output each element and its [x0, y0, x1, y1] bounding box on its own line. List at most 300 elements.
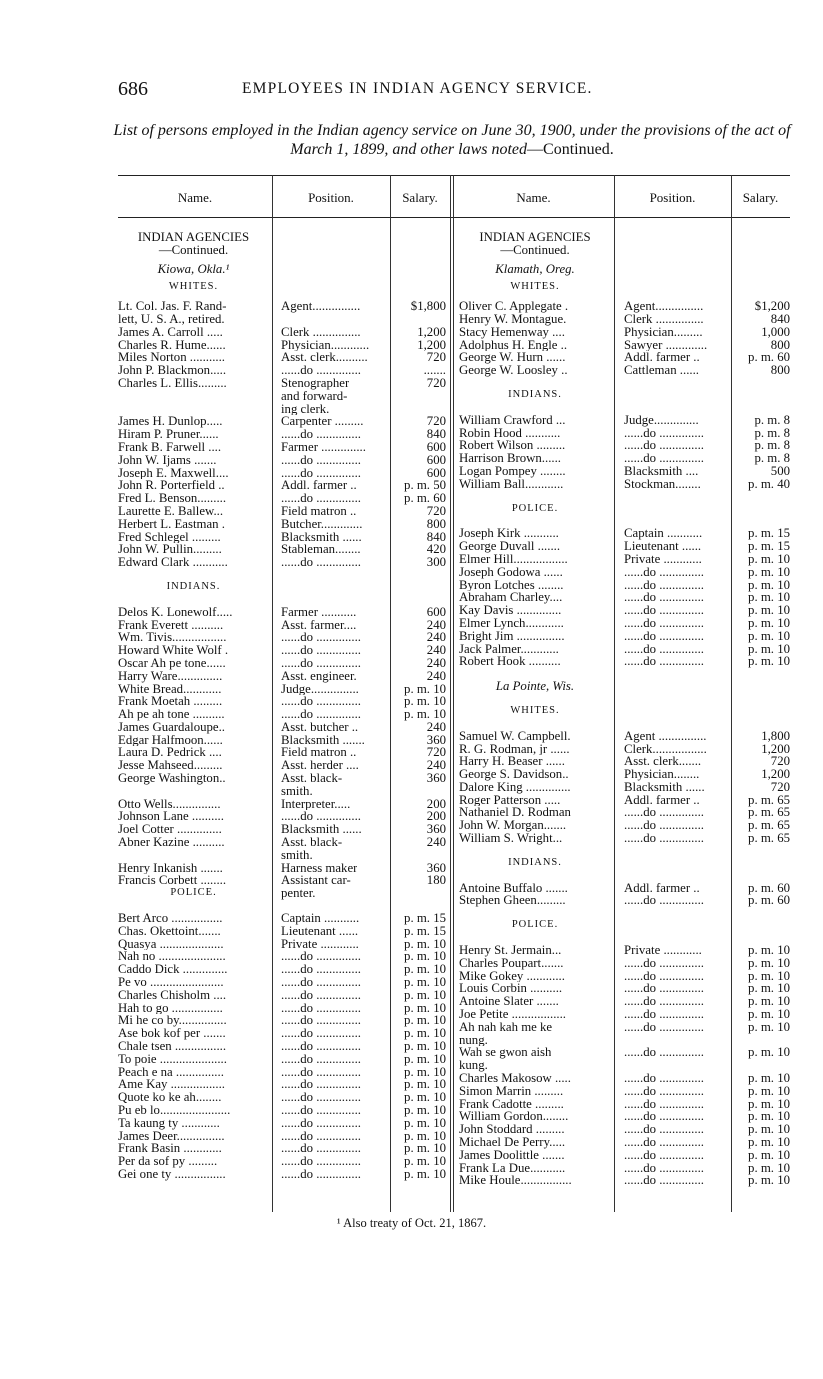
name-cell: Charles Poupart.......	[459, 956, 564, 970]
salary-cell: p. m. 10	[748, 603, 790, 618]
position-cell: Physician............	[281, 338, 370, 352]
table-row	[118, 1066, 448, 1079]
caption-continued: —Continued.	[527, 141, 614, 158]
heading-text: POLICE.	[170, 887, 217, 899]
table-row	[459, 326, 790, 339]
position-cell: Asst. black-	[281, 772, 343, 785]
position-cell: ......do ..............	[281, 364, 361, 377]
name-cell: Frank Cadotte .........	[459, 1097, 564, 1111]
table-row	[118, 1091, 448, 1104]
name-cell: Robert Wilson .........	[459, 439, 566, 453]
table-row	[118, 492, 448, 505]
position-cell: Asst. herder ....	[281, 759, 359, 773]
position-cell: ......do ..............	[624, 995, 704, 1009]
salary-cell: p. m. 10	[404, 681, 446, 696]
position-cell: Butcher.............	[281, 517, 363, 531]
salary-cell: 720	[770, 779, 790, 794]
name-cell: R. G. Rodman, jr ......	[459, 742, 570, 756]
position-cell: Captain ...........	[281, 912, 360, 925]
salary-cell: 240	[426, 758, 446, 773]
heading-text: WHITES.	[510, 281, 560, 293]
table-row	[459, 1059, 790, 1072]
salary-cell: p. m. 10	[404, 1000, 446, 1015]
table-row	[459, 427, 790, 440]
table-row	[118, 339, 448, 352]
heading-text: Kiowa, Okla.¹	[157, 261, 230, 276]
salary-cell: 800	[770, 363, 790, 378]
salary-cell: p. m. 10	[748, 628, 790, 643]
position-cell: ......do ..............	[624, 1008, 704, 1021]
position-cell: Private ............	[281, 937, 359, 951]
table-row	[118, 518, 448, 531]
spacer	[459, 515, 790, 527]
name-cell: Jesse Mahseed.........	[118, 759, 223, 773]
position-cell: Lieutenant ......	[624, 540, 702, 553]
footnote: ¹ Also treaty of Oct. 21, 1867.	[336, 1216, 487, 1230]
heading-text: POLICE.	[511, 919, 559, 931]
name-cell: Joel Cotter ..............	[118, 823, 222, 837]
salary-cell: p. m. 10	[748, 943, 790, 958]
position-cell: ......do ..............	[624, 806, 704, 820]
table-row	[118, 1027, 448, 1040]
position-cell: ......do ..............	[624, 832, 704, 845]
position-cell: Clerk ...............	[281, 325, 361, 339]
salary-cell: 1,200	[417, 324, 446, 339]
table-row	[459, 364, 790, 377]
spacer	[118, 569, 448, 581]
table-row	[118, 556, 448, 569]
salary-cell: p. m. 10	[404, 1166, 446, 1181]
position-cell: ......do ..............	[281, 1014, 361, 1028]
name-cell: Wm. Tivis.................	[118, 631, 227, 645]
name-cell: Abraham Charley....	[459, 591, 563, 605]
name-cell: Edward Clark ...........	[118, 556, 228, 569]
position-cell: Carpenter .........	[281, 415, 364, 429]
position-cell: Sawyer .............	[624, 338, 708, 352]
position-cell: ......do ..............	[281, 1065, 361, 1079]
table-row	[118, 976, 448, 989]
name-cell: lett, U. S. A., retired.	[118, 312, 225, 326]
page-number: 686	[118, 78, 148, 100]
position-cell: Addl. farmer ..	[624, 351, 700, 365]
table-row	[118, 479, 448, 492]
name-cell: Ah pe ah tone ..........	[118, 708, 225, 721]
position-cell: ......do ..............	[624, 1148, 704, 1162]
name-cell: William Ball............	[459, 477, 564, 491]
table-row	[459, 882, 790, 895]
table-row	[459, 1110, 790, 1123]
salary-cell: p. m. 10	[748, 955, 790, 970]
position-cell: ......do ..............	[281, 631, 361, 645]
position-cell: Field matron ..	[281, 746, 357, 760]
name-cell: James A. Carroll .....	[118, 325, 223, 339]
table-row	[459, 894, 790, 907]
table-row	[459, 1123, 790, 1136]
salary-cell: p. m. 10	[748, 994, 790, 1009]
salary-cell: p. m. 10	[748, 1109, 790, 1124]
salary-cell: 600	[426, 452, 446, 467]
table-row	[459, 351, 790, 364]
salary-cell: p. m. 60	[748, 880, 790, 895]
salary-cell: 240	[426, 617, 446, 632]
salary-cell: 1,200	[761, 741, 790, 756]
salary-cell: p. m. 8	[754, 451, 790, 466]
group-heading	[118, 581, 448, 594]
position-cell: ......do ..............	[281, 556, 361, 569]
position-cell: ......do ..............	[281, 810, 361, 824]
salary-cell: p. m. 10	[748, 564, 790, 579]
name-cell: George S. Davidson..	[459, 768, 569, 781]
salary-cell: p. m. 10	[404, 1077, 446, 1092]
salary-cell: p. m. 10	[404, 1026, 446, 1041]
table-row	[118, 950, 448, 963]
salary-cell: $1,800	[410, 299, 446, 314]
name-cell: Fred L. Benson.........	[118, 492, 227, 505]
salary-cell: 600	[426, 465, 446, 480]
name-cell: Adolphus H. Engle ..	[459, 338, 568, 352]
salary-cell: 720	[426, 745, 446, 760]
left-table-body	[118, 231, 448, 1181]
table-row	[459, 970, 790, 983]
salary-cell: 1,800	[761, 728, 790, 743]
table-row	[118, 351, 448, 364]
group-heading	[459, 919, 790, 932]
table-row	[459, 982, 790, 995]
position-cell: Private ............	[624, 552, 702, 566]
position-cell: Asst. engineer.	[281, 669, 357, 683]
group-heading	[118, 887, 448, 900]
table-row	[118, 1104, 448, 1117]
name-cell: John Stoddard .........	[459, 1123, 565, 1137]
name-cell: Joseph E. Maxwell....	[118, 466, 229, 480]
name-cell: Chas. Okettoint.......	[118, 924, 221, 938]
salary-cell: p. m. 10	[748, 641, 790, 656]
name-cell: Bert Arco ................	[118, 912, 223, 925]
name-cell: Quote ko ke ah........	[118, 1091, 222, 1104]
position-cell: ......do ..............	[624, 956, 704, 970]
spacer	[459, 402, 790, 414]
name-cell: William Gordon........	[459, 1110, 569, 1124]
salary-cell: p. m. 10	[404, 1064, 446, 1079]
salary-cell: p. m. 15	[404, 923, 446, 938]
name-cell: Frank Moetah .........	[118, 695, 223, 709]
salary-cell: p. m. 15	[748, 526, 790, 541]
heading-text: INDIAN AGENCIES	[137, 230, 250, 244]
table-row	[118, 721, 448, 734]
salary-cell: p. m. 10	[748, 1071, 790, 1086]
table-row	[118, 467, 448, 480]
position-cell: Clerk.................	[624, 742, 707, 756]
name-cell: Robert Hook ..........	[459, 655, 561, 669]
position-cell: Addl. farmer ..	[624, 881, 700, 895]
table-row	[118, 925, 448, 938]
table-row	[118, 300, 448, 313]
salary-cell: $1,200	[754, 299, 790, 314]
name-cell: Elmer Hill.................	[459, 552, 568, 566]
table-row	[118, 377, 448, 390]
name-cell: Hiram P. Pruner......	[118, 428, 219, 441]
table-row	[459, 806, 790, 819]
position-cell: Stenographer	[281, 376, 350, 390]
name-cell: Peach e na ...............	[118, 1065, 224, 1079]
salary-cell: 720	[770, 754, 790, 769]
table-row	[459, 995, 790, 1008]
position-cell: ......do ..............	[624, 1161, 704, 1175]
name-cell: Mike Gokey ............	[459, 969, 565, 983]
salary-cell: p. m. 65	[748, 818, 790, 833]
name-cell: Frank Everett ..........	[118, 618, 224, 632]
salary-cell: 240	[426, 668, 446, 683]
agency-name	[459, 263, 790, 276]
table-row	[459, 1021, 790, 1034]
position-cell: ......do ..............	[624, 1136, 704, 1149]
salary-cell: p. m. 60	[748, 893, 790, 908]
position-cell: ......do ..............	[281, 1116, 361, 1130]
name-cell: Byron Lotches ........	[459, 578, 564, 592]
position-cell: Blacksmith ......	[281, 530, 362, 544]
table-row	[459, 465, 790, 478]
position-cell: ......do ..............	[281, 1155, 361, 1168]
heading-text: POLICE.	[511, 502, 559, 514]
table-row	[459, 439, 790, 452]
position-cell: ......do ..............	[624, 565, 704, 579]
position-cell: Clerk ...............	[624, 312, 704, 326]
table-row	[459, 591, 790, 604]
name-cell: Logan Pompey ........	[459, 464, 566, 478]
position-cell: ......do ..............	[624, 604, 704, 617]
position-cell: Addl. farmer ..	[281, 479, 357, 493]
header-position-right: Position.	[649, 190, 696, 205]
table-row	[118, 823, 448, 836]
position-cell: ......do ..............	[281, 1078, 361, 1092]
position-cell: Judge...............	[281, 682, 359, 696]
table-row	[459, 579, 790, 592]
table-row	[118, 454, 448, 467]
table-row	[459, 819, 790, 832]
name-cell: Mike Houle................	[459, 1174, 572, 1188]
salary-cell: 240	[426, 630, 446, 645]
table-row	[459, 957, 790, 970]
spacer	[459, 845, 790, 857]
table-row	[459, 313, 790, 326]
position-cell: ......do ..............	[624, 1174, 704, 1188]
name-cell: James Guardaloupe..	[118, 720, 225, 734]
table-row	[459, 630, 790, 643]
table-row	[118, 772, 448, 785]
salary-cell: 720	[426, 375, 446, 390]
position-cell: ......do ..............	[281, 708, 361, 721]
position-cell: ......do ..............	[281, 988, 361, 1002]
name-cell: Charles R. Hume......	[118, 338, 226, 352]
salary-cell: p. m. 10	[404, 1103, 446, 1117]
table-row	[118, 531, 448, 544]
position-cell: Judge..............	[624, 413, 699, 427]
salary-cell: p. m. 10	[404, 1154, 446, 1169]
position-cell: ......do ..............	[624, 591, 704, 605]
salary-cell: 420	[426, 542, 446, 557]
name-cell: Miles Norton ...........	[118, 351, 225, 365]
salary-cell: p. m. 10	[748, 590, 790, 605]
position-cell: Private ............	[624, 944, 702, 957]
position-cell: Asst. black-	[281, 836, 343, 849]
name-cell: Ta kaung ty ............	[118, 1116, 220, 1130]
salary-cell: p. m. 10	[404, 949, 446, 964]
salary-cell: p. m. 10	[748, 1096, 790, 1111]
salary-cell: 240	[426, 719, 446, 734]
salary-cell: p. m. 10	[748, 654, 790, 669]
name-cell: Gei one ty ................	[118, 1167, 226, 1181]
salary-cell: p. m. 10	[748, 1122, 790, 1137]
table-row	[459, 1174, 790, 1187]
table-row	[118, 313, 448, 326]
position-cell: ......do ..............	[624, 629, 704, 643]
salary-cell: p. m. 10	[748, 981, 790, 996]
table-row	[459, 743, 790, 756]
position-cell: ......do ..............	[624, 819, 704, 833]
name-cell: To poie .....................	[118, 1052, 227, 1066]
name-cell: James Doolittle .......	[459, 1148, 565, 1162]
position-cell: smith.	[281, 848, 313, 862]
name-cell: Frank B. Farwell ....	[118, 440, 222, 454]
table-row	[118, 364, 448, 377]
table-row	[459, 1046, 790, 1059]
position-cell: ing clerk.	[281, 402, 330, 416]
name-cell: Henry Inkanish .......	[118, 861, 223, 875]
name-cell: kung.	[459, 1059, 488, 1073]
name-cell: Jack Palmer............	[459, 642, 559, 656]
position-cell: ......do ..............	[281, 1104, 361, 1117]
name-cell: Ah nah kah me ke	[459, 1020, 553, 1034]
position-cell: Stockman........	[624, 477, 701, 491]
name-cell: Edgar Halfmoon......	[118, 733, 223, 747]
name-cell: Oscar Ah pe tone......	[118, 656, 226, 670]
salary-cell: p. m. 10	[404, 1051, 446, 1066]
name-cell: John R. Porterfield ..	[118, 479, 225, 493]
salary-cell: p. m. 50	[404, 478, 446, 493]
name-cell: John W. Pullin.........	[118, 543, 222, 557]
salary-cell: p. m. 60	[748, 350, 790, 365]
salary-cell: 840	[770, 311, 790, 326]
salary-cell: 1,200	[761, 767, 790, 782]
salary-cell: p. m. 40	[748, 476, 790, 491]
caption-text: List of persons employed in the Indian agency service on June 30, 1900, under the provisions of the act of March 1, 1899, and other laws noted	[113, 122, 791, 158]
table-row	[118, 505, 448, 518]
table-row	[118, 415, 448, 428]
table-row	[118, 1117, 448, 1130]
position-cell: ......do ..............	[624, 1072, 704, 1085]
header-salary-right: Salary.	[742, 190, 779, 205]
name-cell: Charles Makosow .....	[459, 1072, 571, 1085]
salary-cell: p. m. 10	[748, 1083, 790, 1098]
salary-cell: p. m. 10	[748, 1135, 790, 1150]
position-cell: ......do ..............	[624, 1084, 704, 1098]
group-heading	[459, 705, 790, 718]
table-row	[459, 300, 790, 313]
name-cell: William Crawford ...	[459, 413, 566, 427]
position-cell: penter.	[281, 886, 316, 901]
salary-cell: p. m. 10	[404, 707, 446, 722]
table-row	[118, 1002, 448, 1015]
salary-cell: p. m. 10	[748, 1007, 790, 1022]
salary-cell: 800	[770, 337, 790, 352]
section-heading	[459, 231, 790, 244]
salary-cell: 180	[426, 873, 446, 888]
name-cell: Chale tsen ................	[118, 1040, 227, 1053]
table-row	[118, 1155, 448, 1168]
salary-cell: 600	[426, 604, 446, 619]
heading-text: INDIANS.	[166, 580, 221, 592]
name-cell: Henry St. Jermain...	[459, 944, 562, 957]
salary-cell: 720	[426, 350, 446, 365]
table-row	[459, 1098, 790, 1111]
position-cell: ......do ..............	[624, 642, 704, 656]
table-row	[459, 944, 790, 957]
heading-text: —Continued.	[500, 242, 570, 257]
salary-cell: 240	[426, 835, 446, 850]
position-cell: ......do ..............	[624, 1123, 704, 1137]
table-row	[118, 1053, 448, 1066]
header-name-right: Name.	[516, 190, 551, 205]
table-top-rule	[118, 175, 790, 176]
name-cell: Delos K. Lonewolf.....	[118, 605, 233, 619]
table-row	[118, 989, 448, 1002]
name-cell: James H. Dunlop.....	[118, 415, 223, 429]
header-salary-left: Salary.	[402, 190, 438, 205]
group-heading	[118, 281, 448, 294]
position-cell: ......do ..............	[624, 439, 704, 453]
position-cell: ......do ..............	[624, 982, 704, 996]
name-cell: Ase bok kof per .......	[118, 1027, 226, 1041]
table-row	[459, 604, 790, 617]
group-heading	[459, 857, 790, 870]
salary-cell: 360	[426, 822, 446, 837]
table-row	[118, 606, 448, 619]
name-cell: Abner Kazine ..........	[118, 836, 225, 849]
salary-cell: p. m. 10	[748, 615, 790, 630]
salary-cell: 200	[426, 809, 446, 824]
right-table-body	[459, 231, 790, 1187]
salary-cell: 840	[426, 529, 446, 544]
name-cell: Howard White Wolf .	[118, 644, 229, 657]
agency-name	[459, 680, 790, 693]
position-cell: Farmer ...........	[281, 605, 357, 619]
table-row	[118, 963, 448, 976]
salary-cell: p. m. 10	[404, 962, 446, 977]
table-row	[459, 527, 790, 540]
name-cell: Elmer Lynch............	[459, 616, 564, 630]
group-heading	[459, 503, 790, 516]
position-cell: ......do ..............	[624, 426, 704, 440]
table-row	[118, 1130, 448, 1143]
name-cell: William S. Wright...	[459, 832, 563, 845]
spacer	[118, 900, 448, 912]
position-cell: Interpreter.....	[281, 797, 351, 811]
table-row	[459, 617, 790, 630]
spacer	[459, 377, 790, 389]
position-cell: ......do ..............	[624, 1110, 704, 1124]
table-row	[118, 326, 448, 339]
salary-cell: p. m. 8	[754, 412, 790, 427]
name-cell: Herbert L. Eastman .	[118, 517, 225, 531]
name-cell: White Bread............	[118, 682, 222, 696]
position-cell: Agent ...............	[624, 729, 707, 743]
position-cell: Asst. butcher ..	[281, 720, 359, 734]
salary-cell: p. m. 10	[404, 936, 446, 951]
position-cell: ......do ..............	[624, 1020, 704, 1034]
position-cell: ......do ..............	[281, 453, 361, 467]
name-cell: Francis Corbett ........	[118, 874, 227, 888]
name-cell: Michael De Perry.....	[459, 1136, 566, 1149]
